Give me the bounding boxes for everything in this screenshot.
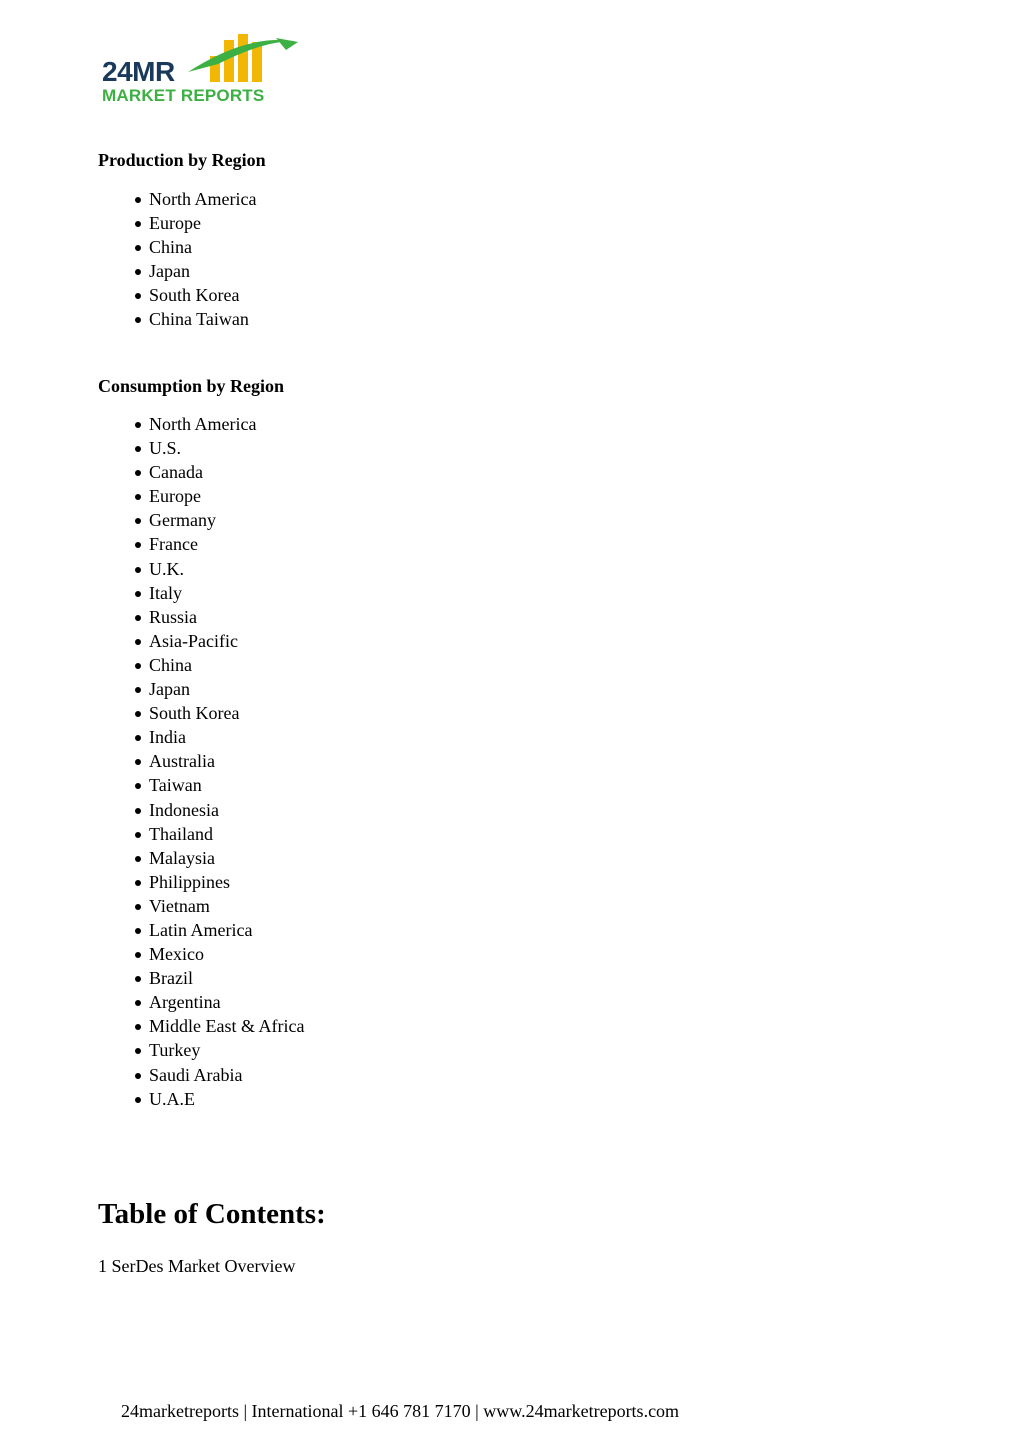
list-item (98, 701, 304, 725)
list-item (98, 749, 304, 773)
toc-entry: 1 SerDes Market Overview (98, 1256, 296, 1276)
bullet-icon (135, 494, 141, 500)
list-item-label: Latin America (149, 919, 253, 940)
list-item (98, 870, 304, 894)
bullet-icon (135, 832, 141, 838)
list-item-label: Russia (149, 606, 198, 627)
bullet-icon (135, 808, 141, 814)
toc-title: Table of Contents: (98, 1198, 326, 1230)
list-item-label: India (149, 727, 186, 748)
list-item (98, 942, 304, 966)
list-item-label: Indonesia (149, 799, 219, 820)
list-item-label: U.A.E (149, 1088, 195, 1109)
bullet-icon (135, 639, 141, 645)
list-item-label: Asia-Pacific (149, 630, 238, 651)
list-item (98, 1038, 304, 1062)
list-item (98, 211, 256, 235)
list-item (98, 508, 304, 532)
bullet-icon (135, 952, 141, 958)
list-item-label: U.S. (149, 438, 182, 459)
list-item (98, 629, 304, 653)
list-item (98, 798, 304, 822)
list-item (98, 1014, 304, 1038)
list-item (98, 918, 304, 942)
list-item (98, 436, 304, 460)
list-item (98, 259, 256, 283)
bullet-icon (135, 880, 141, 886)
page-footer: 24marketreports | International +1 646 781 7170 | www.24marketreports.com (121, 1401, 680, 1421)
logo-wordmark-bottom: MARKET REPORTS (102, 86, 265, 105)
list-item (98, 235, 256, 259)
bullet-icon (135, 856, 141, 862)
list-item (98, 557, 304, 581)
bullet-icon (135, 687, 141, 693)
list-item-label: Taiwan (149, 775, 202, 796)
list-item-label: Australia (149, 751, 215, 772)
bullet-icon (135, 446, 141, 452)
list-item-label: Saudi Arabia (149, 1064, 243, 1085)
list-item (98, 966, 304, 990)
list-item (98, 894, 304, 918)
bullet-icon (135, 711, 141, 717)
bullet-icon (135, 1024, 141, 1030)
list-item (98, 412, 304, 436)
list-item-label: Turkey (149, 1040, 201, 1061)
list-item-label: Thailand (149, 823, 213, 844)
list-item-label: Europe (149, 486, 201, 507)
production-heading: Production by Region (98, 150, 266, 170)
bullet-icon (135, 518, 141, 524)
consumption-heading: Consumption by Region (98, 376, 285, 396)
list-item (98, 307, 256, 331)
company-logo (100, 28, 310, 108)
bullet-icon (135, 1000, 141, 1006)
list-item-label: Vietnam (149, 895, 210, 916)
list-item-label: France (149, 534, 198, 555)
list-item-label: Malaysia (149, 847, 215, 868)
list-item-label: Argentina (149, 992, 221, 1013)
list-item-label: Japan (149, 261, 190, 282)
bullet-icon (135, 197, 141, 203)
bullet-icon (135, 735, 141, 741)
list-item-label: Europe (149, 213, 201, 234)
list-item (98, 677, 304, 701)
bullet-icon (135, 615, 141, 621)
bullet-icon (135, 1097, 141, 1103)
bullet-icon (135, 663, 141, 669)
bullet-icon (135, 783, 141, 789)
list-item-label: China (149, 654, 192, 675)
bullet-icon (135, 928, 141, 934)
list-item (98, 990, 304, 1014)
list-item-label: Germany (149, 510, 216, 531)
list-item (98, 581, 304, 605)
list-item-label: South Korea (149, 285, 240, 306)
list-item (98, 283, 256, 307)
list-item-label: Canada (149, 462, 203, 483)
list-item-label: Mexico (149, 944, 204, 965)
list-item (98, 1063, 304, 1087)
bullet-icon (135, 245, 141, 251)
list-item (98, 822, 304, 846)
list-item-label: Brazil (149, 968, 193, 989)
list-item-label: Middle East & Africa (149, 1016, 305, 1037)
list-item-label: U.K. (149, 558, 184, 579)
list-item (98, 605, 304, 629)
list-item-label: Italy (149, 582, 182, 603)
list-item-label: China Taiwan (149, 309, 249, 330)
list-item (98, 532, 304, 556)
bullet-icon (135, 1073, 141, 1079)
bullet-icon (135, 293, 141, 299)
list-item-label: Japan (149, 679, 190, 700)
list-item (98, 187, 256, 211)
list-item-label: North America (149, 414, 257, 434)
bullet-icon (135, 317, 141, 323)
list-item-label: South Korea (149, 703, 240, 724)
bullet-icon (135, 542, 141, 548)
bullet-icon (135, 567, 141, 573)
list-item-label: Philippines (149, 871, 231, 892)
consumption-region-list (98, 412, 304, 1111)
production-region-list (98, 187, 256, 332)
list-item (98, 725, 304, 749)
bullet-icon (135, 221, 141, 227)
list-item (98, 846, 304, 870)
list-item (98, 460, 304, 484)
bullet-icon (135, 759, 141, 765)
list-item (98, 484, 304, 508)
logo-wordmark-top: 24MR (102, 56, 175, 87)
bullet-icon (135, 269, 141, 275)
list-item (98, 773, 304, 797)
bullet-icon (135, 904, 141, 910)
bullet-icon (135, 470, 141, 476)
bullet-icon (135, 422, 141, 428)
list-item (98, 653, 304, 677)
bullet-icon (135, 976, 141, 982)
list-item-label: North America (149, 189, 257, 209)
list-item-label: China (149, 237, 192, 258)
list-item (98, 1087, 304, 1111)
bullet-icon (135, 1048, 141, 1054)
bullet-icon (135, 591, 141, 597)
